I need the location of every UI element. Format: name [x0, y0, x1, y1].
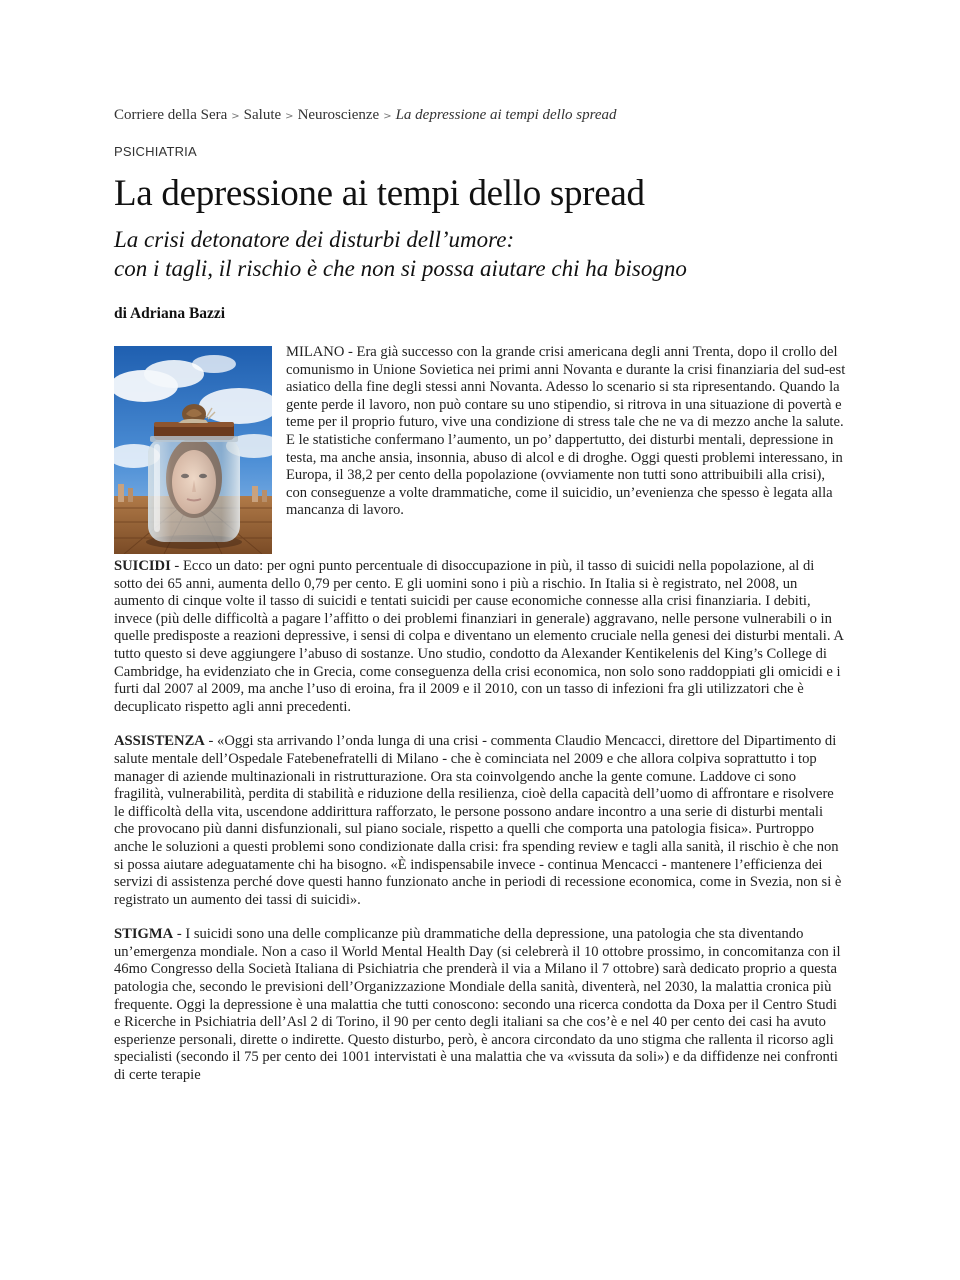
subheading-stigma: STIGMA: [114, 926, 174, 943]
breadcrumb-separator: >: [285, 111, 294, 122]
section-label: PSICHIATRIA: [114, 144, 197, 159]
article-headline: La depressione ai tempi dello spread: [114, 173, 645, 214]
paragraph-assistenza-text: - «Oggi sta arrivando l’onda lunga di una crisi - commenta Claudio Mencacci, direttore del Dipartimento di salute mentale dell’Ospedale Fatebenefratelli di Milano - che è cominciata nel 2009 e che allora colpiva soprattutto i top manager di aziende multinazionali in ristrutturazione. Ora sta coinvolgendo anche la gente comune. Laddove ci sono fragilità, vulnerabilità, perdita di stabilità e riduzione della resilienza, cioè della capacità dell’uomo di affrontare e risolvere le difficoltà della vita, uscendone addirittura rafforzato, le persone possono andare incontro a una serie di disturbi mentali che provocano più danni disfunzionali, sul piano sociale, rispetto a quelli che comporta una patologia fisica». Purtroppo anche le soluzioni a questi problemi sono condizionate dalla crisi: fra spending review e tagli alla sanità, il rischio è che non si possa aiutare adeguatamente chi ha bisogno. «È indispensabile invece - continua Mencacci - mantenere l’efficienza dei servizi di assistenza perché dove questi hanno funzionato anche in periodi di recessione economica, come in Svezia, non si è registrato un aumento dei tassi di suicidi».: [114, 733, 842, 908]
article-photo: [114, 346, 272, 554]
paragraph-suicidi: [114, 558, 846, 716]
paragraph-assistenza: [114, 733, 846, 909]
article-body: [114, 344, 846, 1085]
lead-section: [114, 344, 846, 558]
subheading-suicidi: SUICIDI: [114, 558, 171, 574]
paragraph-stigma: [114, 926, 846, 1084]
article-page: [114, 104, 846, 1085]
paragraph-suicidi-text: - Ecco un dato: per ogni punto percentuale di disoccupazione in più, il tasso di suicidi nella popolazione, al di sotto dei 65 anni, aumenta dello 0,79 per cento. E gli uomini sono i più a rischio. In Italia si è registrato, nel 2008, un aumento di cinque volte il tasso di suicidi e tentati suicidi per cause economiche connesse alla crisi finanziaria. I debiti, invece (più delle difficoltà a pagare l’affitto o dei problemi finanziari in generale) aggravano, nelle persone vulnerabili o in quelle predisposte a reazioni depressive, i sensi di colpa e diventano un elemento cruciale nella genesi dei disturbi mentali. A tutto questo si deve aggiungere l’abuso di sostanze. Uno studio, condotto da Alexander Kentikelenis del King’s College di Cambridge, ha evidenziato che in Grecia, come conseguenza della crisi economica, non solo sono raddoppiati gli omicidi e i furti dal 2007 al 2009, ma anche l’uso di eroina, fra il 2009 e il 2010, con un tasso di infezioni fra gli utilizzatori che è decuplicato rispetto agli anni precedenti.: [114, 558, 844, 715]
breadcrumb-link-corriere[interactable]: Corriere della Sera: [114, 107, 228, 123]
breadcrumb-link-neuroscienze[interactable]: Neuroscienze: [297, 107, 380, 123]
paragraph-intro: MILANO - Era già successo con la grande crisi americana degli anni Trenta, dopo il crollo del comunismo in Unione Sovietica nei primi anni Novanta e durante la crisi finanziaria del sud-est asiatico della fine degli stessi anni Novanta. Adesso lo scenario si sta ripresentando. Quando la gente perde il lavoro, non può contare su uno stipendio, si ritrova in una situazione di povertà e teme per il proprio futuro, vive una condizione di stress tale che ne va di mezzo anche la salute. E le statistiche confermano l’aumento, un po’ dappertutto, dei disturbi mentali, depressione in testa, ma anche ansia, insonnia, abuso di alcol e di droghe. Oggi questi problemi interessano, in Europa, il 38,2 per cento della popolazione (ovviamente non tutti sono attribuibili alla crisi), con conseguenze a volte drammatiche, come il suicidio, un’evenienza che spesso è legata alla mancanza di lavoro.: [286, 344, 846, 519]
breadcrumb-current: La depressione ai tempi dello spread: [395, 107, 617, 123]
subtitle-line-2: con i tagli, il rischio è che non si possa aiutare chi ha bisogno: [114, 256, 687, 281]
subtitle-line-1: La crisi detonatore dei disturbi dell’umore:: [114, 227, 515, 252]
article-subtitle: [114, 225, 846, 283]
byline: di Adriana Bazzi: [114, 305, 226, 322]
breadcrumb-separator: >: [231, 111, 240, 122]
subheading-assistenza: ASSISTENZA: [114, 733, 205, 750]
paragraph-stigma-text: - I suicidi sono una delle complicanze più drammatiche della depressione, una patologia che sta diventando un’emergenza mondiale. Non a caso il World Mental Health Day (si celebrerà il 10 ottobre prossimo, in concomitanza con il 46mo Congresso della Società Italiana di Psichiatria che prenderà il via a Milano il 7 ottobre) sarà dedicato proprio a questa patologia che, secondo le previsioni dell’Organizzazione Mondiale della sanità, diventerà, nel 2030, la malattia cronica più frequente. Oggi la depressione è una malattia che tutti conoscono: secondo una ricerca condotta da Doxa per il Centro Studi e Ricerche in Psichiatria dell’Asl 2 di Torino, il 90 per cento degli italiani sa che cos’è e nel 40 per cento dei casi ha avuto esperienze personali, dirette o indirette. Questo disturbo, però, è ancora circondato da uno stigma che rallenta il ricorso agli specialisti (secondo il 75 per cento dei 1001 intervistati è una malattia che va «vissuta da soli») e da diffidenze nei confronti di certe terapie: [114, 926, 841, 1084]
breadcrumb-separator: >: [383, 111, 392, 122]
breadcrumb: [114, 104, 846, 128]
breadcrumb-link-salute[interactable]: Salute: [243, 107, 282, 123]
